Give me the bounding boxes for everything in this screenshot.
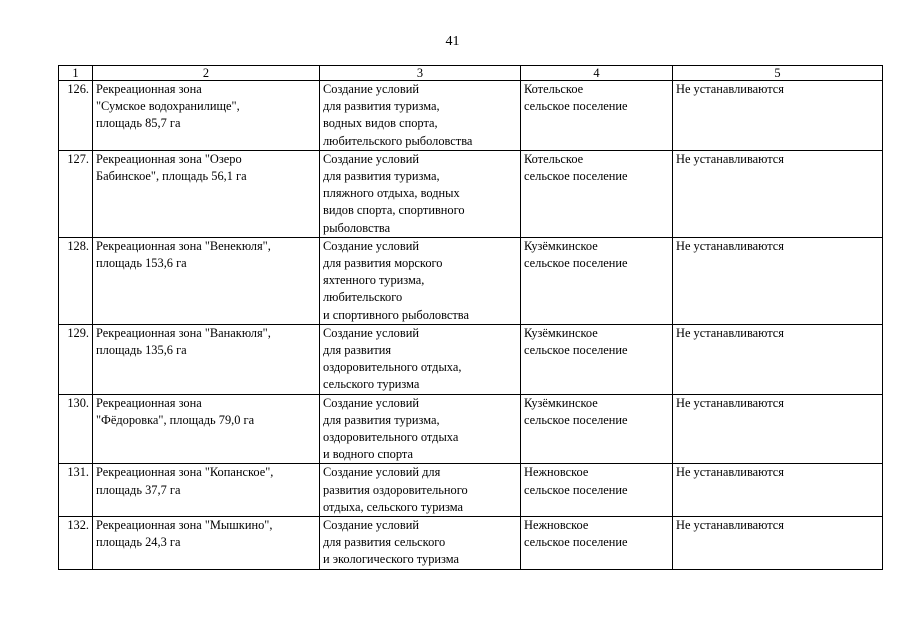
purpose-line: пляжного отдыха, водных <box>323 186 460 201</box>
settlement-line: сельское поселение <box>524 535 628 550</box>
row-number: 131. <box>59 464 93 517</box>
settlement-cell <box>521 324 673 394</box>
zone-name-cell <box>93 517 320 570</box>
table-row <box>59 394 883 464</box>
purpose-line: и спортивного рыболовства <box>323 307 469 322</box>
purpose-line: яхтенного туризма, <box>323 273 425 288</box>
header-row <box>59 66 883 81</box>
purpose-line: для развития сельского <box>323 535 446 550</box>
restrictions-cell: Не устанавливаются <box>673 81 883 151</box>
purpose-cell <box>320 394 521 464</box>
restrictions-cell: Не устанавливаются <box>673 464 883 517</box>
header-col-3: 3 <box>320 66 521 81</box>
settlement-line: сельское поселение <box>524 412 628 427</box>
settlement-line: Кузёмкинское <box>524 238 598 253</box>
header-col-5: 5 <box>673 66 883 81</box>
zone-name-line: "Сумское водохранилище", <box>96 99 240 114</box>
zone-name-line: площадь 153,6 га <box>96 256 187 271</box>
table-row <box>59 237 883 324</box>
purpose-cell <box>320 81 521 151</box>
settlement-line: Котельское <box>524 82 584 96</box>
restrictions-cell: Не устанавливаются <box>673 237 883 324</box>
zone-name-line: "Фёдоровка", площадь 79,0 га <box>96 412 255 427</box>
purpose-line: любительского <box>323 290 403 305</box>
purpose-line: развития оздоровительного <box>323 482 468 497</box>
zone-name-cell <box>93 394 320 464</box>
settlement-cell <box>521 237 673 324</box>
row-number: 127. <box>59 150 93 237</box>
purpose-line: для развития туризма, <box>323 169 440 184</box>
purpose-cell <box>320 464 521 517</box>
purpose-line: Создание условий <box>323 238 419 253</box>
restrictions-cell: Не устанавливаются <box>673 517 883 570</box>
purpose-cell <box>320 237 521 324</box>
settlement-line: сельское поселение <box>524 169 628 184</box>
purpose-cell <box>320 517 521 570</box>
purpose-line: водных видов спорта, <box>323 116 438 131</box>
zone-name-line: площадь 85,7 га <box>96 116 181 131</box>
row-number: 130. <box>59 394 93 464</box>
zone-name-cell <box>93 237 320 324</box>
zone-name-line: Рекреационная зона "Озеро <box>96 151 242 166</box>
row-number: 126. <box>59 81 93 151</box>
settlement-cell <box>521 517 673 570</box>
purpose-line: сельского туризма <box>323 377 420 392</box>
purpose-line: Создание условий <box>323 518 419 533</box>
purpose-line: Создание условий <box>323 395 419 410</box>
purpose-line: для развития <box>323 343 392 358</box>
settlement-line: сельское поселение <box>524 256 628 271</box>
zone-name-line: Рекреационная зона "Мышкино", <box>96 518 273 533</box>
purpose-line: и водного спорта <box>323 447 413 462</box>
purpose-line: Создание условий для <box>323 465 441 480</box>
purpose-line: оздоровительного отдыха, <box>323 360 462 375</box>
purpose-line: оздоровительного отдыха <box>323 430 459 445</box>
zone-name-line: площадь 135,6 га <box>96 343 187 358</box>
table-row <box>59 517 883 570</box>
purpose-line: для развития туризма, <box>323 99 440 114</box>
zones-table <box>58 65 883 570</box>
purpose-line: любительского рыболовства <box>323 133 473 148</box>
restrictions-cell: Не устанавливаются <box>673 324 883 394</box>
settlement-cell <box>521 394 673 464</box>
settlement-cell <box>521 464 673 517</box>
settlement-cell <box>521 81 673 151</box>
zone-name-line: Рекреационная зона <box>96 395 202 410</box>
row-number: 132. <box>59 517 93 570</box>
purpose-line: и экологического туризма <box>323 552 459 567</box>
settlement-line: Кузёмкинское <box>524 325 598 340</box>
zone-name-line: Рекреационная зона "Копанское", <box>96 465 274 480</box>
purpose-line: Создание условий <box>323 151 419 166</box>
header-col-4: 4 <box>521 66 673 81</box>
header-col-2: 2 <box>93 66 320 81</box>
zone-name-line: Рекреационная зона <box>96 82 202 96</box>
zone-name-line: площадь 37,7 га <box>96 482 181 497</box>
zone-name-cell <box>93 81 320 151</box>
table-body <box>59 81 883 570</box>
header-col-1: 1 <box>59 66 93 81</box>
zone-name-line: Рекреационная зона "Ванакюля", <box>96 325 271 340</box>
purpose-line: Создание условий <box>323 82 419 96</box>
settlement-line: Котельское <box>524 151 584 166</box>
table-row <box>59 464 883 517</box>
zone-name-line: Рекреационная зона "Венекюля", <box>96 238 271 253</box>
restrictions-cell: Не устанавливаются <box>673 394 883 464</box>
purpose-line: для развития туризма, <box>323 412 440 427</box>
table-row <box>59 81 883 151</box>
purpose-line: отдыха, сельского туризма <box>323 499 464 514</box>
purpose-cell <box>320 324 521 394</box>
settlement-line: сельское поселение <box>524 99 628 114</box>
zone-name-cell <box>93 324 320 394</box>
purpose-line: видов спорта, спортивного <box>323 203 465 218</box>
settlement-cell <box>521 150 673 237</box>
zone-name-cell <box>93 150 320 237</box>
table-row <box>59 150 883 237</box>
purpose-line: рыболовства <box>323 220 391 235</box>
settlement-line: сельское поселение <box>524 482 628 497</box>
purpose-line: для развития морского <box>323 256 443 271</box>
table-row <box>59 324 883 394</box>
page-number: 41 <box>445 34 460 49</box>
purpose-line: Создание условий <box>323 325 419 340</box>
zone-name-cell <box>93 464 320 517</box>
zone-name-line: Бабинское", площадь 56,1 га <box>96 169 247 184</box>
settlement-line: Нежновское <box>524 518 589 533</box>
restrictions-cell: Не устанавливаются <box>673 150 883 237</box>
settlement-line: Кузёмкинское <box>524 395 598 410</box>
purpose-cell <box>320 150 521 237</box>
settlement-line: сельское поселение <box>524 343 628 358</box>
row-number: 129. <box>59 324 93 394</box>
zone-name-line: площадь 24,3 га <box>96 535 181 550</box>
settlement-line: Нежновское <box>524 465 589 480</box>
row-number: 128. <box>59 237 93 324</box>
